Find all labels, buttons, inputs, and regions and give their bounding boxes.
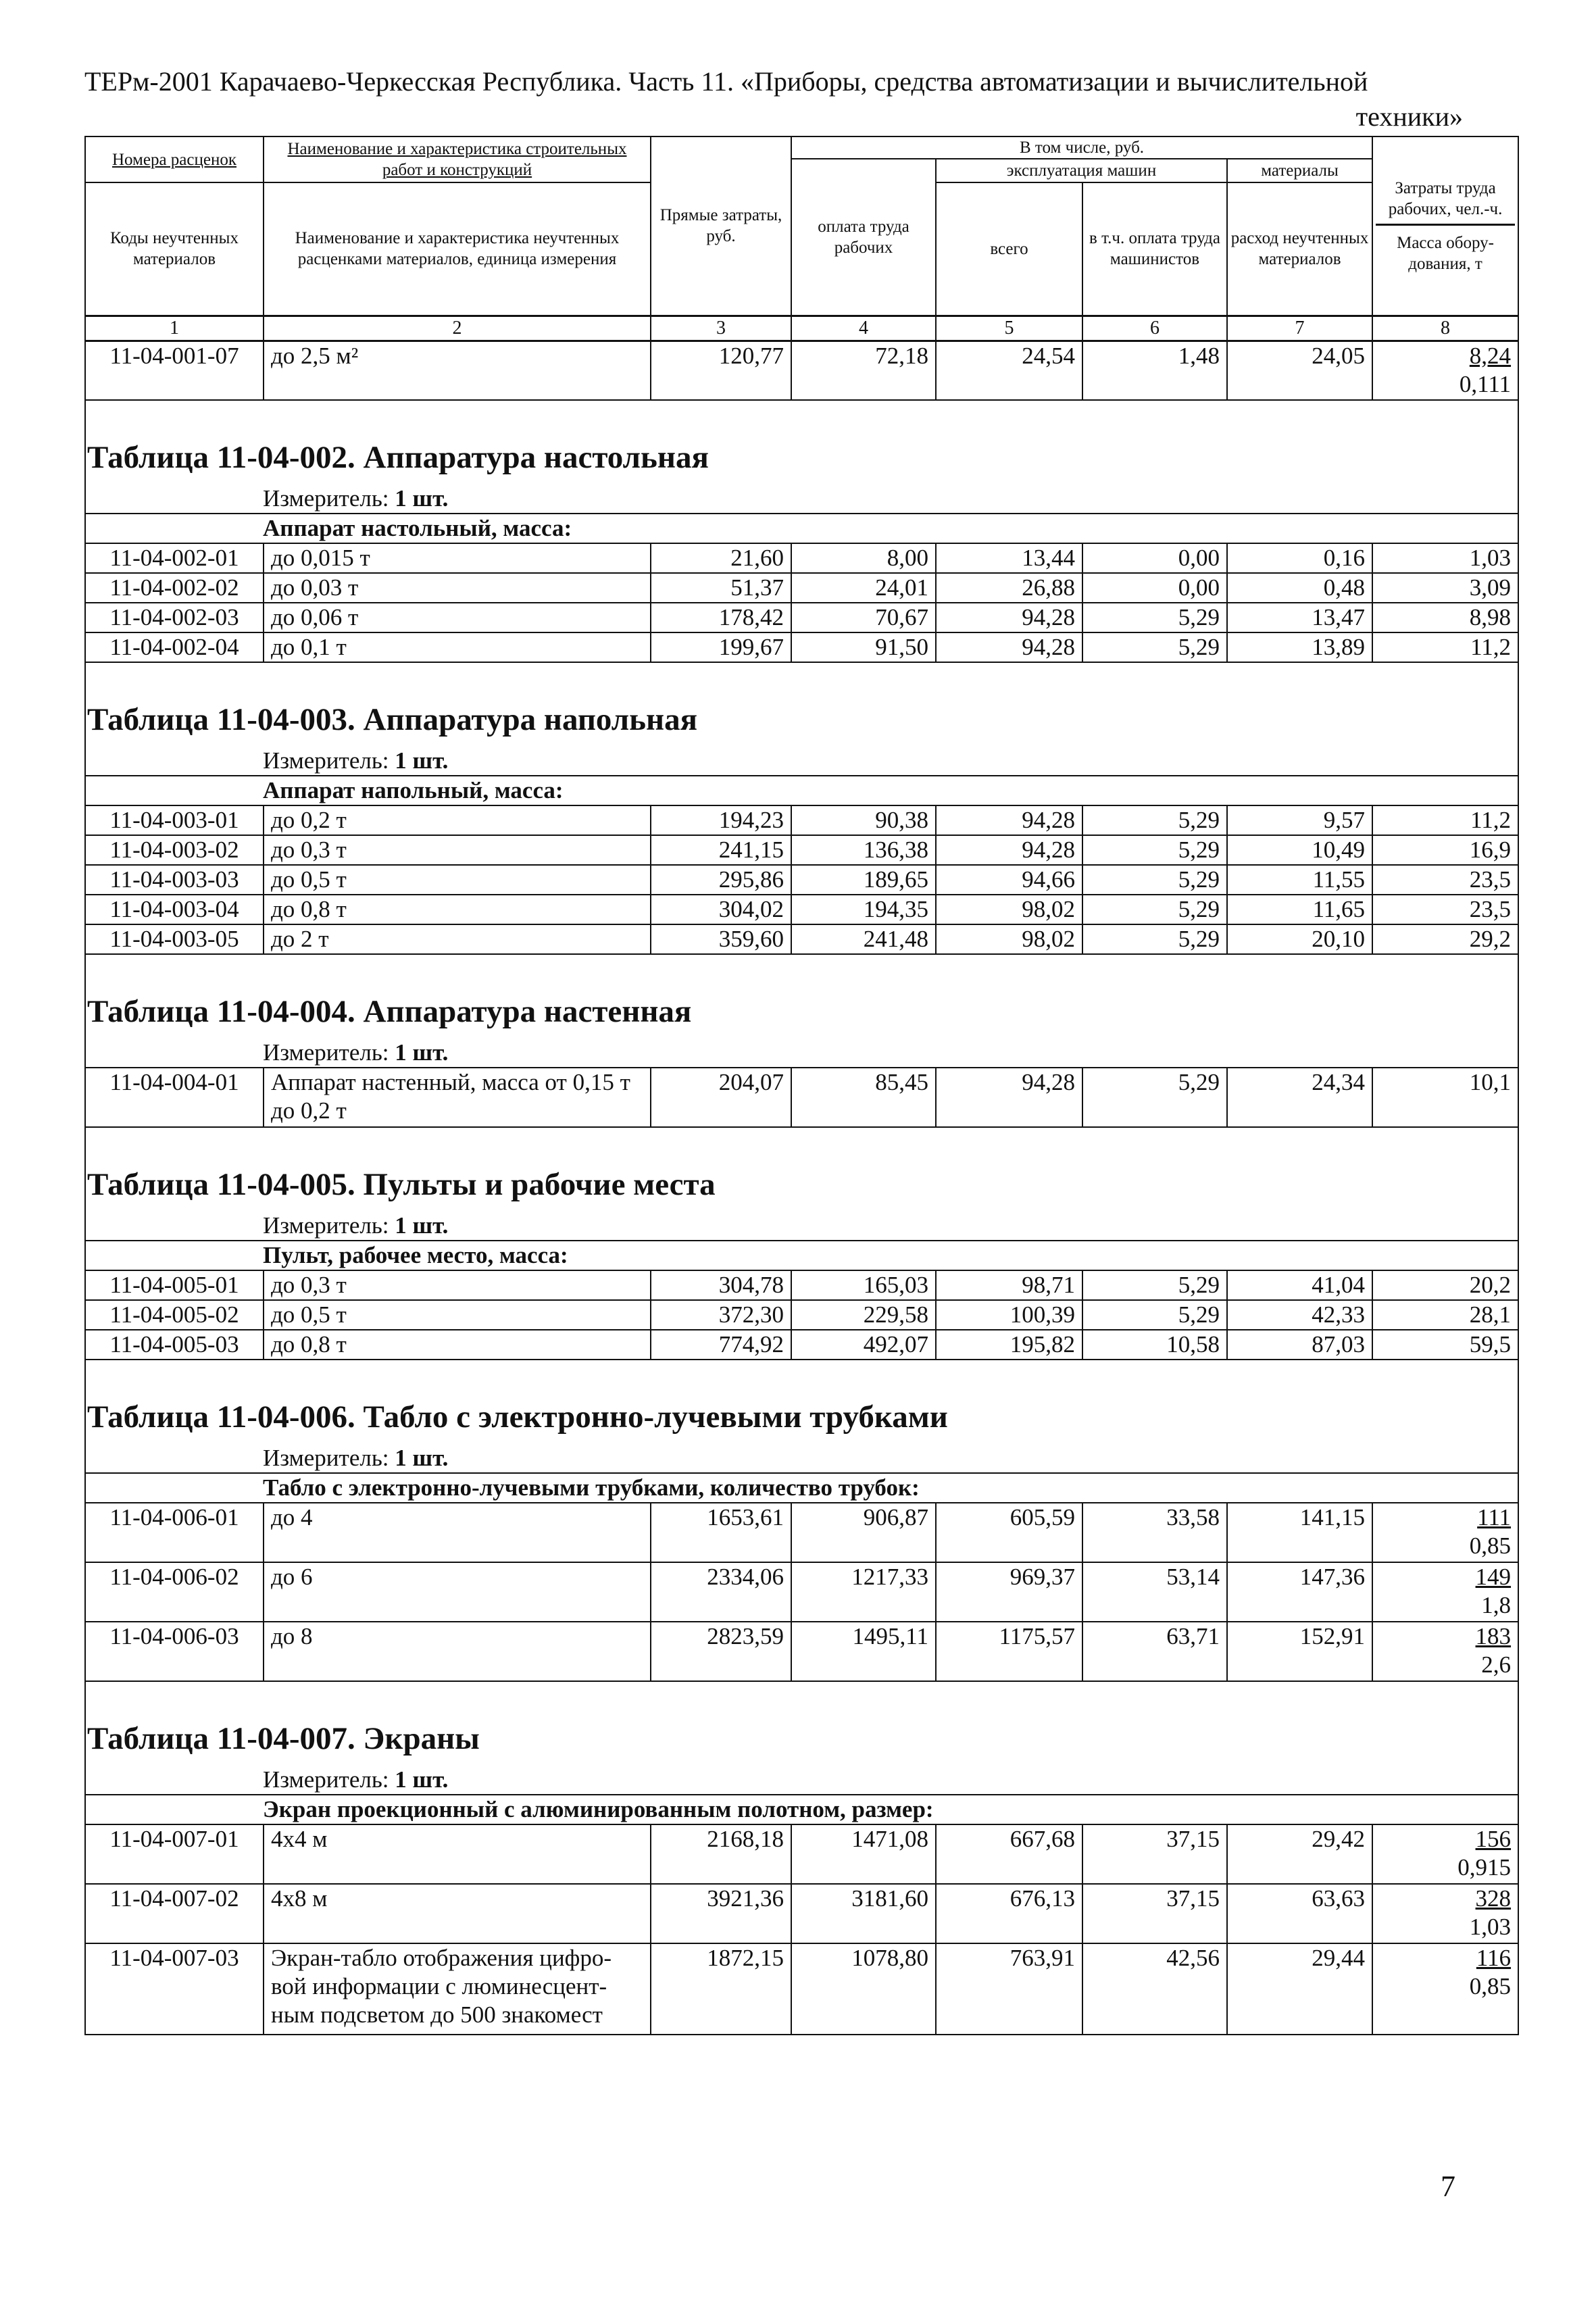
unit-value: 1 шт. [395,747,449,774]
value-cell: 10,49 [1227,835,1372,865]
item-name: до 0,5 т [264,865,651,895]
unit-cell [85,1212,1518,1241]
unit-label: Измеритель: [263,1039,389,1066]
table-title: Таблица 11-04-002. Аппаратура настольная [85,400,1518,484]
value-cell: 63,63 [1227,1884,1372,1943]
labor-value: 111 [1477,1504,1512,1530]
rate-code: 11-04-002-04 [85,632,264,662]
value-cell: 20,10 [1227,924,1372,954]
value-cell: 1217,33 [791,1562,936,1622]
rate-code: 11-04-005-02 [85,1300,264,1330]
equipment-mass: 0,111 [1459,370,1512,397]
column-number: 6 [1082,316,1227,341]
rate-code: 11-04-006-03 [85,1622,264,1681]
table-title-row [85,400,1518,484]
labor-cell [1372,603,1518,632]
value-cell: 0,16 [1227,543,1372,573]
equipment-mass: 1,8 [1481,1592,1512,1618]
value-cell: 165,03 [791,1270,936,1300]
item-name: Экран-табло отображения цифро-вой информации с люминесцент-ным подсветом до 500 знакомест [264,1943,651,2035]
column-number: 4 [791,316,936,341]
value-cell: 94,66 [936,865,1082,895]
table-row [85,1943,1518,2035]
header-machines: эксплуатация машин [936,159,1227,182]
labor-value: 28,1 [1469,1301,1512,1328]
rate-code: 11-04-002-02 [85,573,264,603]
page-number: 7 [1441,2170,1455,2203]
value-cell: 37,15 [1082,1824,1227,1884]
value-cell: 24,01 [791,573,936,603]
labor-value: 29,2 [1469,926,1512,952]
item-name: до 6 [264,1562,651,1622]
value-cell: 94,28 [936,632,1082,662]
unit-row [85,747,1518,776]
value-cell: 2168,18 [651,1824,791,1884]
table-row [85,865,1518,895]
labor-cell [1372,1330,1518,1360]
labor-cell [1372,1503,1518,1562]
item-name: до 4 [264,1503,651,1562]
table-row [85,1562,1518,1622]
value-cell: 1078,80 [791,1943,936,2035]
unit-cell [85,1039,1518,1068]
unit-value: 1 шт. [395,1445,449,1471]
rate-code: 11-04-007-01 [85,1824,264,1884]
value-cell: 241,15 [651,835,791,865]
table-row [85,1824,1518,1884]
value-cell: 5,29 [1082,1270,1227,1300]
value-cell: 51,37 [651,573,791,603]
value-cell: 359,60 [651,924,791,954]
unit-row [85,1444,1518,1473]
column-numbers-row [85,316,1518,341]
value-cell: 85,45 [791,1068,936,1127]
table-row [85,924,1518,954]
labor-cell [1372,573,1518,603]
header-work-name: Наименование и характеристика строительных работ и конструкций [264,136,651,182]
labor-cell [1372,1824,1518,1884]
value-cell: 87,03 [1227,1330,1372,1360]
header-rate-numbers: Номера расценок [85,136,264,182]
rate-code: 11-04-005-01 [85,1270,264,1300]
table-row [85,603,1518,632]
value-cell: 194,23 [651,805,791,835]
column-number: 1 [85,316,264,341]
item-name: до 2,5 м² [264,341,651,400]
subheading: Экран проекционный с алюминированным полотном, размер: [85,1795,1518,1824]
table-row [85,632,1518,662]
subheading: Табло с электронно-лучевыми трубками, количество трубок: [85,1473,1518,1503]
value-cell: 72,18 [791,341,936,400]
value-cell: 178,42 [651,603,791,632]
value-cell: 0,00 [1082,573,1227,603]
subheading: Аппарат настольный, масса: [85,514,1518,543]
labor-cell [1372,1562,1518,1622]
value-cell: 204,07 [651,1068,791,1127]
subheading-row [85,1795,1518,1824]
value-cell: 5,29 [1082,924,1227,954]
value-cell: 189,65 [791,865,936,895]
labor-value: 8,98 [1469,604,1512,630]
value-cell: 1471,08 [791,1824,936,1884]
value-cell: 5,29 [1082,895,1227,924]
labor-cell [1372,865,1518,895]
labor-cell [1372,1300,1518,1330]
value-cell: 94,28 [936,1068,1082,1127]
header-materials: материалы [1227,159,1372,182]
table-title-row [85,662,1518,747]
value-cell: 8,00 [791,543,936,573]
header-material-codes: Коды неучтенных материалов [85,182,264,316]
header-material-name: Наименование и характеристика неучтенных расценками материалов, единица измерения [264,182,651,316]
header-direct-costs: Прямые затраты, руб. [651,136,791,316]
value-cell: 676,13 [936,1884,1082,1943]
item-name: до 0,8 т [264,895,651,924]
value-cell: 3921,36 [651,1884,791,1943]
value-cell: 1,48 [1082,341,1227,400]
value-cell: 42,33 [1227,1300,1372,1330]
rate-code: 11-04-002-03 [85,603,264,632]
subheading-row [85,776,1518,805]
labor-cell [1372,835,1518,865]
labor-cell [1372,1884,1518,1943]
doc-title-line2: техники» [1355,101,1463,132]
labor-value: 8,24 [1469,342,1512,369]
equipment-mass: 0,85 [1469,1973,1512,1999]
value-cell: 94,28 [936,835,1082,865]
value-cell: 63,71 [1082,1622,1227,1681]
labor-cell [1372,805,1518,835]
labor-value: 11,2 [1470,807,1512,833]
table-row [85,1622,1518,1681]
unit-value: 1 шт. [395,1766,449,1793]
value-cell: 194,35 [791,895,936,924]
value-cell: 667,68 [936,1824,1082,1884]
item-name: до 0,3 т [264,1270,651,1300]
labor-cell [1372,924,1518,954]
header-machines-total: всего [936,182,1082,316]
value-cell: 94,28 [936,603,1082,632]
value-cell: 5,29 [1082,1068,1227,1127]
value-cell: 195,82 [936,1330,1082,1360]
unit-value: 1 шт. [395,485,449,512]
price-table [84,136,1519,2035]
value-cell: 5,29 [1082,603,1227,632]
unit-value: 1 шт. [395,1212,449,1239]
table-title-row [85,1360,1518,1444]
value-cell: 13,47 [1227,603,1372,632]
table-row [85,1300,1518,1330]
subheading-row [85,1241,1518,1270]
labor-cell [1372,895,1518,924]
rate-code: 11-04-002-01 [85,543,264,573]
value-cell: 241,48 [791,924,936,954]
item-name: 4х8 м [264,1884,651,1943]
labor-cell [1372,1270,1518,1300]
value-cell: 21,60 [651,543,791,573]
value-cell: 9,57 [1227,805,1372,835]
rate-code: 11-04-001-07 [85,341,264,400]
column-number: 5 [936,316,1082,341]
labor-cell [1372,632,1518,662]
item-name: до 0,1 т [264,632,651,662]
labor-value: 23,5 [1469,866,1512,893]
value-cell: 24,34 [1227,1068,1372,1127]
unit-row [85,1212,1518,1241]
unit-cell [85,1444,1518,1473]
table-row [85,1503,1518,1562]
document-header [84,64,1463,134]
value-cell: 3181,60 [791,1884,936,1943]
value-cell: 10,58 [1082,1330,1227,1360]
value-cell: 29,42 [1227,1824,1372,1884]
value-cell: 53,14 [1082,1562,1227,1622]
value-cell: 969,37 [936,1562,1082,1622]
rate-code: 11-04-003-05 [85,924,264,954]
header-labor-mass: Затраты труда рабочих, чел.-ч. Масса обору-дования, т [1372,136,1518,316]
unit-cell [85,1766,1518,1795]
table-title-row [85,1681,1518,1766]
labor-value: 16,9 [1469,837,1512,863]
value-cell: 5,29 [1082,805,1227,835]
value-cell: 5,29 [1082,632,1227,662]
value-cell: 147,36 [1227,1562,1372,1622]
value-cell: 100,39 [936,1300,1082,1330]
value-cell: 2823,59 [651,1622,791,1681]
labor-value: 23,5 [1469,896,1512,922]
value-cell: 372,30 [651,1300,791,1330]
value-cell: 98,71 [936,1270,1082,1300]
item-name: 4х4 м [264,1824,651,1884]
rate-code: 11-04-006-02 [85,1562,264,1622]
table-row [85,895,1518,924]
labor-value: 183 [1475,1623,1512,1649]
table-title: Таблица 11-04-007. Экраны [85,1681,1518,1766]
value-cell: 120,77 [651,341,791,400]
equipment-mass: 2,6 [1481,1651,1512,1678]
value-cell: 33,58 [1082,1503,1227,1562]
labor-value: 1,03 [1469,545,1512,571]
labor-value: 328 [1475,1885,1512,1912]
unit-row [85,1039,1518,1068]
item-name: до 0,015 т [264,543,651,573]
table-row [85,835,1518,865]
value-cell: 152,91 [1227,1622,1372,1681]
table-title: Таблица 11-04-004. Аппаратура настенная [85,954,1518,1039]
value-cell: 605,59 [936,1503,1082,1562]
rate-code: 11-04-005-03 [85,1330,264,1360]
header-including: В том числе, руб. [791,136,1372,159]
item-name: Аппарат настенный, масса от 0,15 т до 0,2 т [264,1068,651,1127]
item-name: до 8 [264,1622,651,1681]
value-cell: 774,92 [651,1330,791,1360]
labor-value: 149 [1475,1564,1512,1590]
rate-code: 11-04-006-01 [85,1503,264,1562]
value-cell: 136,38 [791,835,936,865]
labor-cell [1372,1068,1518,1127]
value-cell: 5,29 [1082,865,1227,895]
value-cell: 492,07 [791,1330,936,1360]
value-cell: 141,15 [1227,1503,1372,1562]
unit-cell [85,747,1518,776]
value-cell: 11,55 [1227,865,1372,895]
labor-value: 3,09 [1469,574,1512,601]
labor-value: 20,2 [1469,1272,1512,1298]
value-cell: 5,29 [1082,1300,1227,1330]
item-name: до 0,2 т [264,805,651,835]
table-row [85,543,1518,573]
unit-label: Измеритель: [263,747,389,774]
unit-label: Измеритель: [263,485,389,512]
item-name: до 0,06 т [264,603,651,632]
value-cell: 26,88 [936,573,1082,603]
unit-cell [85,484,1518,514]
value-cell: 24,54 [936,341,1082,400]
value-cell: 13,89 [1227,632,1372,662]
value-cell: 304,78 [651,1270,791,1300]
value-cell: 70,67 [791,603,936,632]
labor-value: 59,5 [1469,1331,1512,1358]
rate-code: 11-04-003-03 [85,865,264,895]
labor-value: 116 [1476,1945,1512,1971]
table-title-row [85,954,1518,1039]
value-cell: 98,02 [936,895,1082,924]
item-name: до 0,03 т [264,573,651,603]
value-cell: 90,38 [791,805,936,835]
equipment-mass: 1,03 [1469,1914,1512,1940]
value-cell: 24,05 [1227,341,1372,400]
labor-cell [1372,341,1518,400]
value-cell: 37,15 [1082,1884,1227,1943]
value-cell: 1872,15 [651,1943,791,2035]
unit-row [85,484,1518,514]
rate-code: 11-04-003-01 [85,805,264,835]
value-cell: 11,65 [1227,895,1372,924]
header-materials-consumption: расход неучтенных материалов [1227,182,1372,316]
table-row [85,341,1518,400]
item-name: до 0,3 т [264,835,651,865]
subheading-row [85,514,1518,543]
equipment-mass: 0,915 [1457,1854,1512,1881]
column-number: 2 [264,316,651,341]
equipment-mass: 0,85 [1469,1533,1512,1559]
subheading: Аппарат напольный, масса: [85,776,1518,805]
value-cell: 5,29 [1082,835,1227,865]
value-cell: 1653,61 [651,1503,791,1562]
unit-row [85,1766,1518,1795]
table-row [85,1330,1518,1360]
value-cell: 906,87 [791,1503,936,1562]
rate-code: 11-04-007-02 [85,1884,264,1943]
labor-value: 156 [1475,1826,1512,1852]
rate-code: 11-04-003-02 [85,835,264,865]
value-cell: 94,28 [936,805,1082,835]
column-number: 7 [1227,316,1372,341]
value-cell: 763,91 [936,1943,1082,2035]
header-machinist-pay: в т.ч. оплата труда машинистов [1082,182,1227,316]
subheading: Пульт, рабочее место, масса: [85,1241,1518,1270]
value-cell: 91,50 [791,632,936,662]
value-cell: 2334,06 [651,1562,791,1622]
value-cell: 229,58 [791,1300,936,1330]
value-cell: 42,56 [1082,1943,1227,2035]
rate-code: 11-04-007-03 [85,1943,264,2035]
labor-cell [1372,543,1518,573]
value-cell: 29,44 [1227,1943,1372,2035]
value-cell: 41,04 [1227,1270,1372,1300]
unit-label: Измеритель: [263,1212,389,1239]
table-title: Таблица 11-04-006. Табло с электронно-лучевыми трубками [85,1360,1518,1444]
labor-value: 10,1 [1469,1069,1512,1095]
unit-value: 1 шт. [395,1039,449,1066]
value-cell: 0,48 [1227,573,1372,603]
subheading-row [85,1473,1518,1503]
labor-cell [1372,1943,1518,2035]
value-cell: 304,02 [651,895,791,924]
header-worker-pay: оплата труда рабочих [791,159,936,316]
item-name: до 0,5 т [264,1300,651,1330]
labor-cell [1372,1622,1518,1681]
unit-label: Измеритель: [263,1445,389,1471]
value-cell: 295,86 [651,865,791,895]
doc-title-line1: ТЕРм-2001 Карачаево-Черкесская Республика. Часть 11. «Приборы, средства автоматизации и вычислительной [84,66,1368,97]
item-name: до 2 т [264,924,651,954]
rate-code: 11-04-004-01 [85,1068,264,1127]
table-row [85,805,1518,835]
value-cell: 1175,57 [936,1622,1082,1681]
column-number: 8 [1372,316,1518,341]
rate-code: 11-04-003-04 [85,895,264,924]
labor-value: 11,2 [1470,634,1512,660]
table-row [85,1884,1518,1943]
table-row [85,1270,1518,1300]
value-cell: 1495,11 [791,1622,936,1681]
value-cell: 199,67 [651,632,791,662]
value-cell: 0,00 [1082,543,1227,573]
table-row [85,573,1518,603]
unit-label: Измеритель: [263,1766,389,1793]
table-row [85,1068,1518,1127]
value-cell: 13,44 [936,543,1082,573]
table-title-row [85,1127,1518,1212]
value-cell: 98,02 [936,924,1082,954]
item-name: до 0,8 т [264,1330,651,1360]
column-number: 3 [651,316,791,341]
table-title: Таблица 11-04-003. Аппаратура напольная [85,662,1518,747]
table-title: Таблица 11-04-005. Пульты и рабочие места [85,1127,1518,1212]
